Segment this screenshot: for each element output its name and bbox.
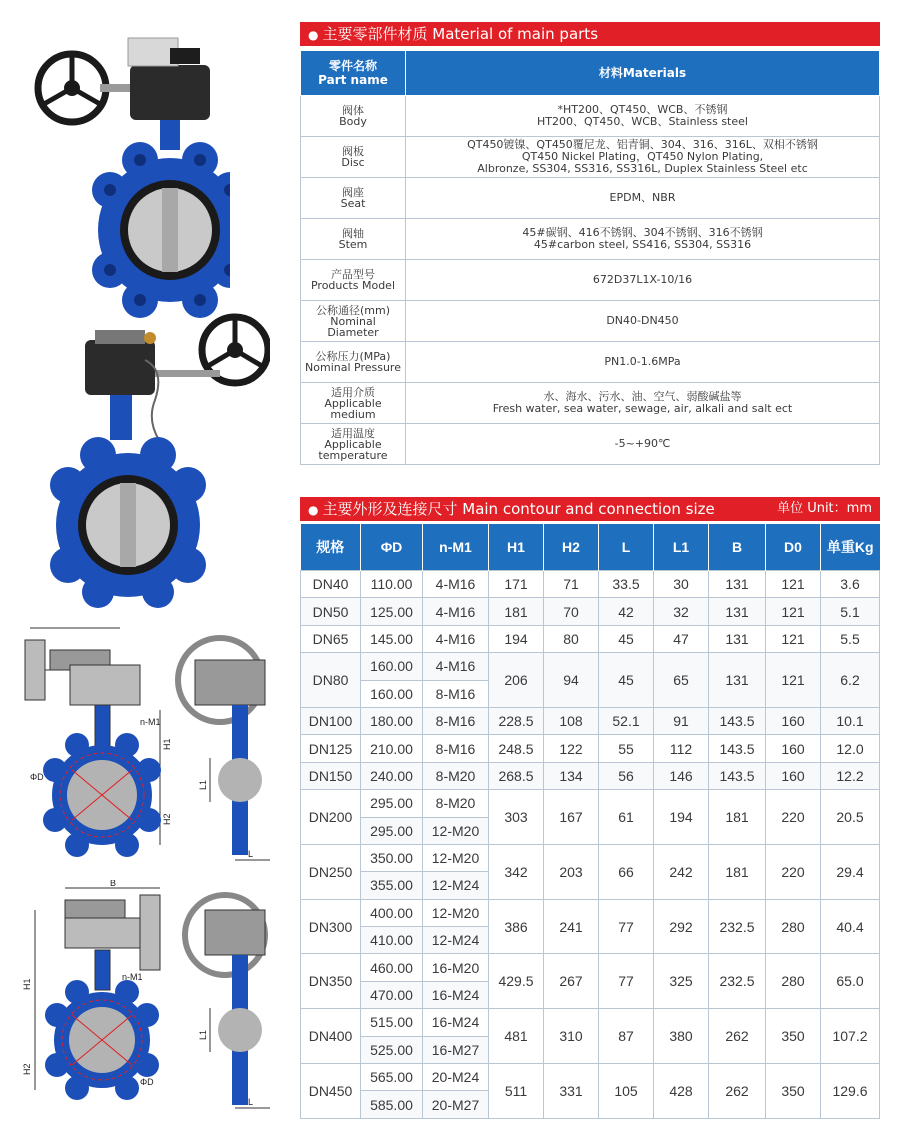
size-h2-cell: 122 [544,735,599,762]
part-name-en: Seat [340,197,366,210]
drawing2-l-label: L [248,1097,254,1107]
size-d0-cell: 350 [766,1009,821,1064]
size-dn-cell: DN250 [301,844,361,899]
size-h1-cell: 194 [489,625,544,652]
size-phi-d-cell: 525.00 [361,1036,423,1063]
size-n-m1-cell: 8-M16 [423,680,489,707]
material-cell [406,424,880,465]
size-b-cell: 181 [709,790,766,845]
size-phi-d-cell: 180.00 [361,707,423,734]
part-name-cn: 公称压力(MPa) [315,350,391,363]
material-line: QT450 Nickel Plating，QT450 Nylon Plating, [521,150,764,163]
size-kg-cell: 129.6 [821,1064,880,1119]
part-name-en: Products Model [310,279,396,292]
size-phi-d-cell: 295.00 [361,790,423,817]
size-row [301,954,880,981]
part-name-en: Stem [338,238,368,251]
material-line: EPDM、NBR [609,191,676,204]
size-h1-cell: 268.5 [489,762,544,789]
size-n-m1-cell: 8-M20 [423,762,489,789]
size-h1-cell: 342 [489,844,544,899]
size-l-cell: 56 [599,762,654,789]
size-row [301,653,880,680]
size-column-header: 规格 [301,524,361,571]
material-line: -5~+90℃ [614,437,671,450]
size-n-m1-cell: 16-M24 [423,1009,489,1036]
material-line: DN40-DN450 [606,314,679,327]
size-dn-cell: DN400 [301,1009,361,1064]
size-n-m1-cell: 20-M27 [423,1091,489,1118]
size-l-cell: 66 [599,844,654,899]
size-row [301,1009,880,1036]
size-n-m1-cell: 12-M20 [423,844,489,871]
size-n-m1-cell: 12-M24 [423,927,489,954]
size-phi-d-cell: 145.00 [361,625,423,652]
size-l1-cell: 242 [654,844,709,899]
part-name-cell [301,260,406,301]
size-h2-cell: 167 [544,790,599,845]
part-name-cn: 阀座 [342,186,364,199]
valve-photo-top [30,30,230,320]
size-n-m1-cell: 8-M16 [423,707,489,734]
size-dn-cell: DN350 [301,954,361,1009]
drawing2-h2-label: H2 [22,1063,32,1075]
sizes-section-title: 主要外形及连接尺寸 Main contour and connection size [322,500,715,518]
material-cell [406,260,880,301]
part-name-header-en: Part name [318,73,388,87]
size-h2-cell: 203 [544,844,599,899]
size-h1-cell: 386 [489,899,544,954]
drawing1-h1-label: H1 [162,738,172,750]
size-phi-d-cell: 160.00 [361,653,423,680]
size-b-cell: 131 [709,571,766,598]
size-column-header: H2 [544,524,599,571]
part-name-cell [301,383,406,424]
part-name-en: Body [339,115,367,128]
size-column-header: n-M1 [423,524,489,571]
material-cell [406,301,880,342]
material-line: Fresh water, sea water, sewage, air, alkali and salt ect [492,402,793,415]
size-h2-cell: 71 [544,571,599,598]
part-name-en: Nominal Pressure [305,361,401,374]
material-line: PN1.0-1.6MPa [604,355,681,368]
part-name-header-cn: 零件名称 [328,59,377,73]
size-row [301,707,880,734]
material-line: 水、海水、污水、油、空气、弱酸碱盐等 [543,390,742,403]
size-n-m1-cell: 8-M20 [423,790,489,817]
size-n-m1-cell: 4-M16 [423,571,489,598]
size-column-header: L1 [654,524,709,571]
size-d0-cell: 160 [766,707,821,734]
drawing2-phi-d-label: ΦD [140,1077,154,1087]
size-n-m1-cell: 16-M27 [423,1036,489,1063]
technical-drawing-actuator [10,880,295,1120]
size-phi-d-cell: 355.00 [361,872,423,899]
size-l-cell: 77 [599,954,654,1009]
material-cell [406,178,880,219]
size-column-header: H1 [489,524,544,571]
size-row [301,790,880,817]
material-line: 45#碳钢、416不锈钢、304不锈钢、316不锈钢 [522,226,763,239]
part-name-en: Applicable medium [324,396,382,421]
part-name-en: Applicable temperature [318,437,388,462]
material-row [301,137,880,178]
size-h2-cell: 70 [544,598,599,625]
size-h1-cell: 248.5 [489,735,544,762]
size-n-m1-cell: 12-M24 [423,872,489,899]
material-cell [406,137,880,178]
size-phi-d-cell: 460.00 [361,954,423,981]
size-kg-cell: 6.2 [821,653,880,708]
size-l1-cell: 380 [654,1009,709,1064]
size-h1-cell: 171 [489,571,544,598]
size-h2-cell: 108 [544,707,599,734]
size-l1-cell: 194 [654,790,709,845]
size-kg-cell: 5.1 [821,598,880,625]
size-l1-cell: 30 [654,571,709,598]
drawing1-l-label: L [248,849,254,859]
material-row [301,96,880,137]
part-name-header [301,51,406,96]
size-b-cell: 143.5 [709,735,766,762]
size-h2-cell: 267 [544,954,599,1009]
size-l1-cell: 65 [654,653,709,708]
size-n-m1-cell: 4-M16 [423,653,489,680]
size-l1-cell: 428 [654,1064,709,1119]
material-header: 材料Materials [406,51,880,96]
part-name-cn: 公称通径(mm) [315,303,390,317]
size-kg-cell: 12.2 [821,762,880,789]
size-h2-cell: 94 [544,653,599,708]
size-l-cell: 45 [599,625,654,652]
size-row [301,899,880,926]
size-l1-cell: 91 [654,707,709,734]
part-name-cell [301,96,406,137]
drawing2-n-m1-label: n-M1 [122,972,143,982]
size-l1-cell: 325 [654,954,709,1009]
size-h1-cell: 181 [489,598,544,625]
size-d0-cell: 280 [766,954,821,1009]
size-dn-cell: DN200 [301,790,361,845]
drawing2-h1-label: H1 [22,978,32,990]
size-column-header: D0 [766,524,821,571]
size-phi-d-cell: 295.00 [361,817,423,844]
material-row [301,260,880,301]
size-h1-cell: 303 [489,790,544,845]
size-kg-cell: 107.2 [821,1009,880,1064]
size-h1-cell: 206 [489,653,544,708]
size-d0-cell: 350 [766,1064,821,1119]
size-column-header: L [599,524,654,571]
size-phi-d-cell: 210.00 [361,735,423,762]
size-row [301,844,880,871]
material-line: 45#carbon steel, SS416, SS304, SS316 [533,238,752,251]
size-d0-cell: 121 [766,625,821,652]
size-dn-cell: DN65 [301,625,361,652]
size-dn-cell: DN40 [301,571,361,598]
material-row [301,383,880,424]
size-d0-cell: 160 [766,735,821,762]
size-b-cell: 143.5 [709,762,766,789]
size-b-cell: 131 [709,625,766,652]
material-row [301,342,880,383]
size-dn-cell: DN300 [301,899,361,954]
size-phi-d-cell: 110.00 [361,571,423,598]
material-line: *HT200、QT450、WCB、不锈钢 [557,103,728,116]
size-d0-cell: 121 [766,571,821,598]
size-b-cell: 262 [709,1064,766,1119]
size-column-header: ΦD [361,524,423,571]
size-n-m1-cell: 12-M20 [423,899,489,926]
size-row [301,735,880,762]
size-l1-cell: 32 [654,598,709,625]
size-phi-d-cell: 470.00 [361,981,423,1008]
bullet-icon: ● [308,503,319,517]
size-phi-d-cell: 565.00 [361,1064,423,1091]
size-l-cell: 45 [599,653,654,708]
size-row [301,598,880,625]
size-dn-cell: DN100 [301,707,361,734]
size-l-cell: 87 [599,1009,654,1064]
drawing2-b-label: B [110,880,117,888]
part-name-cell [301,178,406,219]
size-kg-cell: 5.5 [821,625,880,652]
bullet-icon: ● [308,28,319,42]
part-name-cell [301,137,406,178]
size-d0-cell: 121 [766,653,821,708]
material-cell [406,219,880,260]
part-name-cn: 适用温度 [331,426,375,440]
size-l1-cell: 47 [654,625,709,652]
size-row [301,762,880,789]
sizes-table [300,524,880,1119]
size-b-cell: 262 [709,1009,766,1064]
size-kg-cell: 40.4 [821,899,880,954]
size-h1-cell: 228.5 [489,707,544,734]
part-name-cn: 阀体 [342,104,364,117]
size-l-cell: 42 [599,598,654,625]
size-n-m1-cell: 12-M20 [423,817,489,844]
material-cell [406,342,880,383]
materials-table-header [301,51,880,96]
size-phi-d-cell: 240.00 [361,762,423,789]
sizes-section-header [300,497,880,521]
size-dn-cell: DN80 [301,653,361,708]
size-n-m1-cell: 16-M20 [423,954,489,981]
size-phi-d-cell: 410.00 [361,927,423,954]
size-h2-cell: 310 [544,1009,599,1064]
size-h2-cell: 241 [544,899,599,954]
size-column-header: 单重Kg [821,524,880,571]
unit-label: 单位 Unit：mm [777,501,872,516]
size-d0-cell: 220 [766,790,821,845]
drawing1-l1-label: L1 [198,779,208,790]
size-l-cell: 55 [599,735,654,762]
size-phi-d-cell: 400.00 [361,899,423,926]
size-dn-cell: DN450 [301,1064,361,1119]
size-phi-d-cell: 585.00 [361,1091,423,1118]
size-n-m1-cell: 20-M24 [423,1064,489,1091]
size-h1-cell: 511 [489,1064,544,1119]
size-row [301,1064,880,1091]
size-dn-cell: DN125 [301,735,361,762]
material-line: 672D37L1X-10/16 [592,273,693,286]
valve-photo-bottom [40,300,270,610]
size-kg-cell: 12.0 [821,735,880,762]
part-name-cell [301,424,406,465]
size-b-cell: 232.5 [709,899,766,954]
size-b-cell: 181 [709,844,766,899]
part-name-cn: 阀板 [342,145,364,158]
part-name-en: Disc [341,156,365,169]
size-b-cell: 131 [709,653,766,708]
size-dn-cell: DN150 [301,762,361,789]
size-h1-cell: 481 [489,1009,544,1064]
drawing1-h2-label: H2 [162,813,172,825]
size-phi-d-cell: 515.00 [361,1009,423,1036]
size-column-header: B [709,524,766,571]
materials-section-header [300,22,880,46]
size-kg-cell: 65.0 [821,954,880,1009]
size-b-cell: 131 [709,598,766,625]
size-h1-cell: 429.5 [489,954,544,1009]
size-n-m1-cell: 8-M16 [423,735,489,762]
material-cell [406,96,880,137]
part-name-cell [301,301,406,342]
part-name-cn: 适用介质 [331,385,375,399]
material-line: QT450镀镍、QT450覆尼龙、铝青铜、304、316、316L、双相不锈钢 [467,138,818,151]
size-phi-d-cell: 160.00 [361,680,423,707]
sizes-table-header [301,524,880,571]
size-n-m1-cell: 4-M16 [423,598,489,625]
size-n-m1-cell: 16-M24 [423,981,489,1008]
materials-table [300,50,880,465]
part-name-cn: 阀轴 [342,227,364,240]
size-l1-cell: 292 [654,899,709,954]
material-line: HT200、QT450、WCB、Stainless steel [537,115,748,128]
material-cell [406,383,880,424]
size-phi-d-cell: 125.00 [361,598,423,625]
material-row [301,178,880,219]
size-l-cell: 105 [599,1064,654,1119]
drawing2-l1-label: L1 [198,1029,208,1040]
size-row [301,625,880,652]
part-name-cn: 产品型号 [331,268,375,281]
material-row [301,301,880,342]
size-kg-cell: 3.6 [821,571,880,598]
size-h2-cell: 80 [544,625,599,652]
size-phi-d-cell: 350.00 [361,844,423,871]
size-kg-cell: 20.5 [821,790,880,845]
technical-drawing-gear [10,620,295,870]
size-kg-cell: 10.1 [821,707,880,734]
size-b-cell: 143.5 [709,707,766,734]
material-row [301,219,880,260]
size-d0-cell: 280 [766,899,821,954]
size-l1-cell: 112 [654,735,709,762]
material-row [301,424,880,465]
size-b-cell: 232.5 [709,954,766,1009]
material-line: Albronze, SS304, SS316, SS316L, Duplex Stainless Steel etc [477,162,808,175]
size-dn-cell: DN50 [301,598,361,625]
size-d0-cell: 220 [766,844,821,899]
size-l-cell: 77 [599,899,654,954]
size-n-m1-cell: 4-M16 [423,625,489,652]
drawing1-n-m1-label: n-M1 [140,717,161,727]
size-row [301,571,880,598]
size-l1-cell: 146 [654,762,709,789]
size-l-cell: 61 [599,790,654,845]
materials-section-title: 主要零部件材质 Material of main parts [322,25,599,43]
size-kg-cell: 29.4 [821,844,880,899]
size-h2-cell: 134 [544,762,599,789]
size-d0-cell: 160 [766,762,821,789]
size-l-cell: 33.5 [599,571,654,598]
drawing1-phi-d-label: ΦD [30,772,44,782]
size-d0-cell: 121 [766,598,821,625]
size-h2-cell: 331 [544,1064,599,1119]
size-l-cell: 52.1 [599,707,654,734]
part-name-cell [301,342,406,383]
part-name-cell [301,219,406,260]
part-name-en: Nominal Diameter [327,314,379,339]
